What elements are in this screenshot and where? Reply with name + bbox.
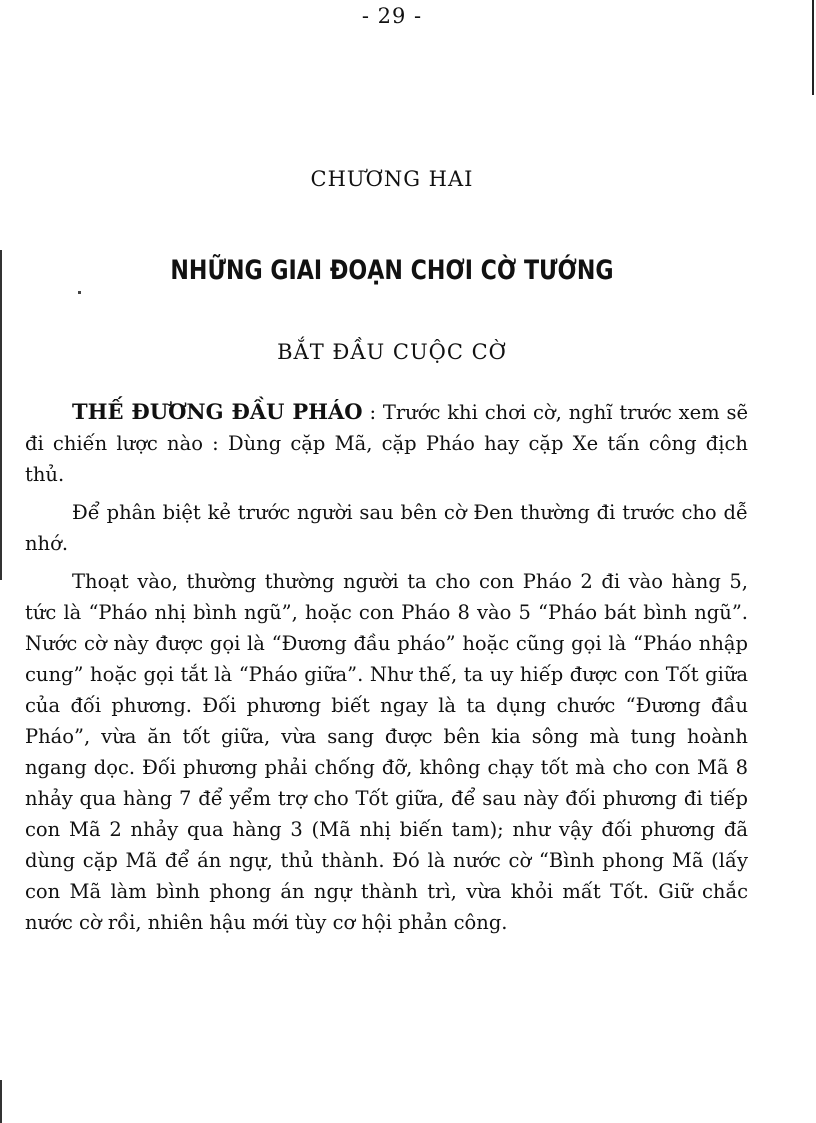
page-number: - 29 - <box>361 4 423 28</box>
paragraph <box>25 566 748 938</box>
section-title: BẮT ĐẦU CUỘC CỜ <box>277 340 507 364</box>
scan-edge-left <box>0 250 2 580</box>
paragraph-text: Để phân biệt kẻ trước người sau bên cờ Đen thường đi trước cho dễ nhớ. <box>25 501 748 555</box>
paragraph <box>25 497 748 559</box>
body-text <box>25 396 748 945</box>
scan-edge-left-lower <box>0 1080 2 1123</box>
paragraph-text: Thoạt vào, thường thường người ta cho con Pháo 2 đi vào hàng 5, tức là “Pháo nhị bình ngũ”, hoặc con Pháo 8 vào 5 “Pháo bát bình ngũ”. Nước cờ này được gọi là “Đương đầu pháo” hoặc cũng gọi là “Pháo nhập cung” hoặc gọi tắt là “Pháo giữa”. Như thế, ta uy hiếp được con Tốt giữa của đối phương. Đối phương biết ngay là ta dụng chước “Đương đầu Pháo”, vừa ăn tốt giữa, vừa sang được bên kia sông mà tung hoành ngang dọc. Đối phương phải chống đỡ, không chạy tốt mà cho con Mã 8 nhảy qua hàng 7 để yểm trợ cho Tốt giữa, để sau này đối phương đi tiếp con Mã 2 nhảy qua hàng 3 (Mã nhị biến tam); như vậy đối phương đã dùng cặp Mã để án ngự, thủ thành. Đó là nước cờ “Bình phong Mã (lấy con Mã làm bình phong án ngự thành trì, vừa khỏi mất Tốt. Giữ chắc nước cờ rồi, nhiên hậu mới tùy cơ hội phản công. <box>25 570 748 934</box>
paragraph-text: : Trước khi chơi cờ, nghĩ trước xem sẽ đi chiến lược nào : Dùng cặp Mã, cặp Pháo hay cặp Xe tấn công địch thủ. <box>25 401 748 486</box>
chapter-label: CHƯƠNG HAI <box>310 167 474 191</box>
paragraph-lead: THẾ ĐƯƠNG ĐẦU PHÁO <box>72 399 363 424</box>
scan-edge-right <box>812 0 814 95</box>
paragraph <box>25 396 748 490</box>
stray-mark <box>78 291 81 294</box>
chapter-title: NHỮNG GIAI ĐOẠN CHƠI CỜ TƯỚNG <box>170 255 614 286</box>
